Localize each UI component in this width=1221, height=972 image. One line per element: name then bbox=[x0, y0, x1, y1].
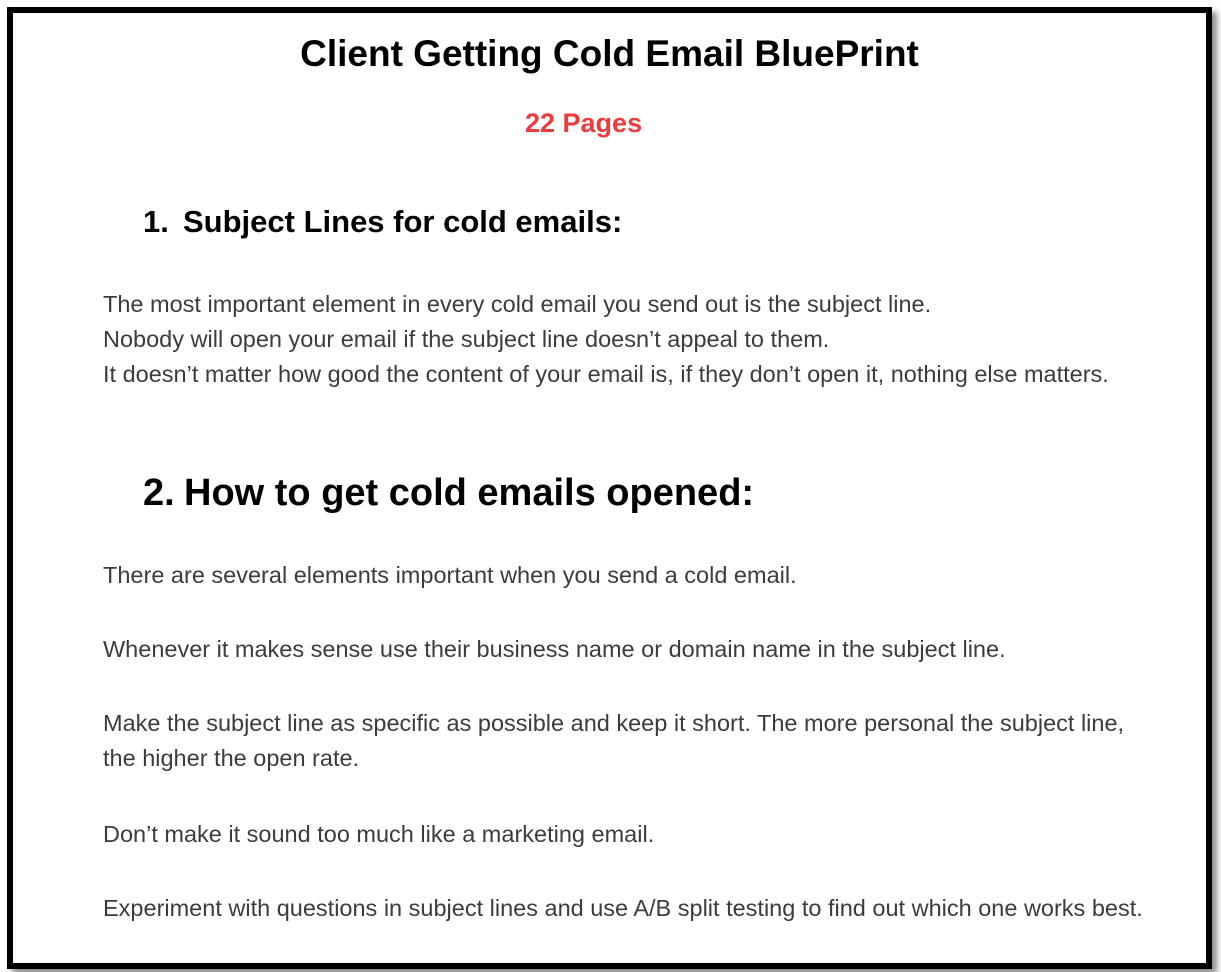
page-count: 22 Pages bbox=[525, 108, 643, 138]
section-2-number: 2. bbox=[143, 472, 175, 514]
section-1-body bbox=[103, 287, 1163, 392]
paragraph: Whenever it makes sense use their business name or domain name in the subject line. bbox=[103, 636, 1006, 662]
paragraph: Nobody will open your email if the subject line doesn’t appeal to them. bbox=[103, 326, 830, 352]
section-1-heading-text: Subject Lines for cold emails: bbox=[183, 204, 623, 239]
paragraph: The most important element in every cold email you send out is the subject line. bbox=[103, 291, 932, 317]
paragraph: It doesn’t matter how good the content of your email is, if they don’t open it, nothing else matters. bbox=[103, 361, 1109, 387]
section-2-heading-text: How to get cold emails opened: bbox=[184, 472, 755, 514]
section-2-heading bbox=[143, 471, 754, 515]
document-title: Client Getting Cold Email BluePrint bbox=[300, 33, 919, 74]
section-1-number: 1. bbox=[143, 204, 169, 239]
paragraph: Don’t make it sound too much like a marketing email. bbox=[103, 821, 655, 847]
paragraph: Experiment with questions in subject lines and use A/B split testing to find out which one works best. bbox=[103, 895, 1143, 921]
paragraph: Make the subject line as specific as possible and keep it short. The more personal the subject line, the higher the open rate. bbox=[103, 710, 1125, 771]
section-1-heading bbox=[143, 203, 622, 241]
document-frame bbox=[7, 7, 1212, 969]
paragraph: There are several elements important when you send a cold email. bbox=[103, 562, 797, 588]
